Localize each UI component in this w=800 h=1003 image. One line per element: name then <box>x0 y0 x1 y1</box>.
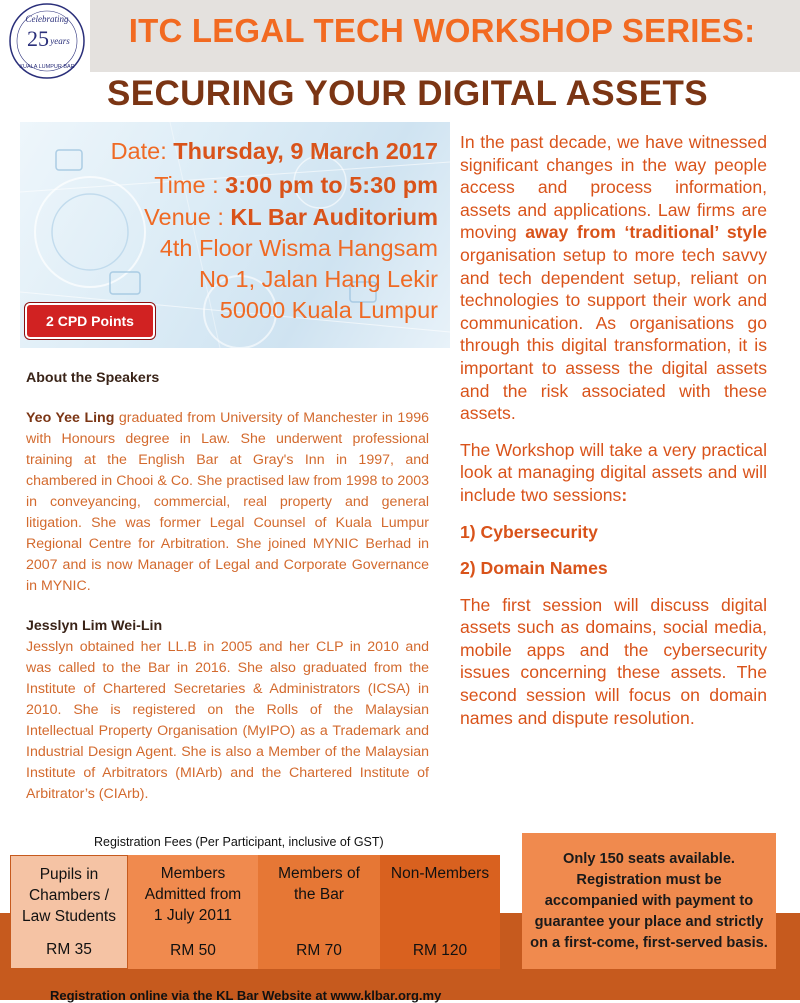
page-subtitle: SECURING YOUR DIGITAL ASSETS <box>106 74 709 113</box>
speaker-2-bio: Jesslyn obtained her LL.B in 2005 and her CLP in 2010 and was called to the Bar in 2016. She also graduated from the Institute of Chartered Secretaries & Administrators (ICSA) in 2010. She is registered on the Rolls of the Malaysian Intellectual Property Organisation (MyIPO) as a Trademark and Industrial Design Agent. She is also a Member of the Malaysian Institute of Arbitrators (MIArb) and the Chartered Institute of Arbitrator’s (CIArb). <box>26 639 429 802</box>
fee-price: RM 70 <box>296 942 342 959</box>
speaker-2 <box>26 616 429 805</box>
event-info-banner <box>20 122 450 348</box>
speaker-2-name: Jesslyn Lim Wei-Lin <box>26 618 163 634</box>
fee-column-pupils <box>10 855 128 969</box>
speaker-1 <box>26 408 429 597</box>
fee-category: Non-Members <box>390 865 490 882</box>
fee-category: Pupils in Chambers / Law Students <box>22 866 116 925</box>
description-paragraph-2: The Workshop will take a very practical look at managing digital assets and will include two sessions: <box>460 439 767 505</box>
description-paragraph-3: The first session will discuss digital assets such as domains, social media, mobile apps and the cybersecurity issues concerning these assets. The second session will focus on domain names and dispute resolution. <box>460 594 767 728</box>
description-paragraph-1: In the past decade, we have witnessed significant changes in the way people access and process information, assets and applications. Law firms are moving away from ‘traditional’ style organisation setup to more tech savvy and tech dependent setup, reliant on technologies to support their work and communication. As organisations go through this digital transformation, it is important to assess the digital assets and the risk associated with these assets. <box>460 132 767 424</box>
cpd-points-badge: 2 CPD Points <box>25 303 155 339</box>
event-venue: Venue : KL Bar Auditorium <box>144 204 438 230</box>
fee-category: Members Admitted from 1 July 2011 <box>144 865 242 924</box>
workshop-description <box>460 131 767 743</box>
session-1: 1) Cybersecurity <box>460 521 598 542</box>
venue-address-line1: 4th Floor Wisma Hangsam <box>159 235 438 261</box>
venue-address-line2: No 1, Jalan Hang Lekir <box>198 266 438 292</box>
event-date: Date: Thursday, 9 March 2017 <box>110 138 438 164</box>
logo-line2: years <box>50 36 70 46</box>
speaker-1-bio: graduated from University of Manchester in 1996 with Honours degree in Law. She underwent professional training at the English Bar at Gray's Inn in 1997, and chambered in Chooi & Co. She practised law from 1998 to 2003 in conveyancing, commercial, real property and general litigation. She was former Legal Counsel of Kuala Lumpur Regional Centre for Arbitration. She joined MYNIC Berhad in 2007 and is now Manager of Legal and Corporate Governance in MYNIC. <box>26 410 429 594</box>
fee-price: RM 35 <box>46 941 92 958</box>
venue-address-line3: 50000 Kuala Lumpur <box>219 297 438 323</box>
speaker-1-name: Yeo Yee Ling <box>26 410 115 426</box>
logo-arc-text: KUALA LUMPUR BAR <box>19 64 75 70</box>
fee-price: RM 120 <box>412 942 468 959</box>
fees-caption: Registration Fees (Per Participant, inclusive of GST) <box>94 835 384 849</box>
fee-column-new-members <box>128 855 258 969</box>
kl-bar-25-years-logo <box>8 2 86 80</box>
fee-column-members <box>258 855 380 969</box>
registration-footer: Registration online via the KL Bar Website at www.klbar.org.my <box>50 988 442 1003</box>
speakers-section <box>26 368 429 824</box>
event-time: Time : 3:00 pm to 5:30 pm <box>154 172 438 198</box>
seats-notice: Only 150 seats available. Registration must be accompanied with payment to guarantee your place and strictly on a first-come, first-served basis. <box>522 833 776 969</box>
page-title: ITC LEGAL TECH WORKSHOP SERIES: <box>128 12 756 49</box>
logo-number: 25 <box>27 26 49 51</box>
fee-column-non-members <box>380 855 500 969</box>
fee-price: RM 50 <box>170 942 216 959</box>
session-2: 2) Domain Names <box>460 558 608 579</box>
fee-category: Members of the Bar <box>278 865 360 903</box>
speakers-heading: About the Speakers <box>26 370 160 386</box>
logo-line1: Celebrating <box>25 14 69 24</box>
